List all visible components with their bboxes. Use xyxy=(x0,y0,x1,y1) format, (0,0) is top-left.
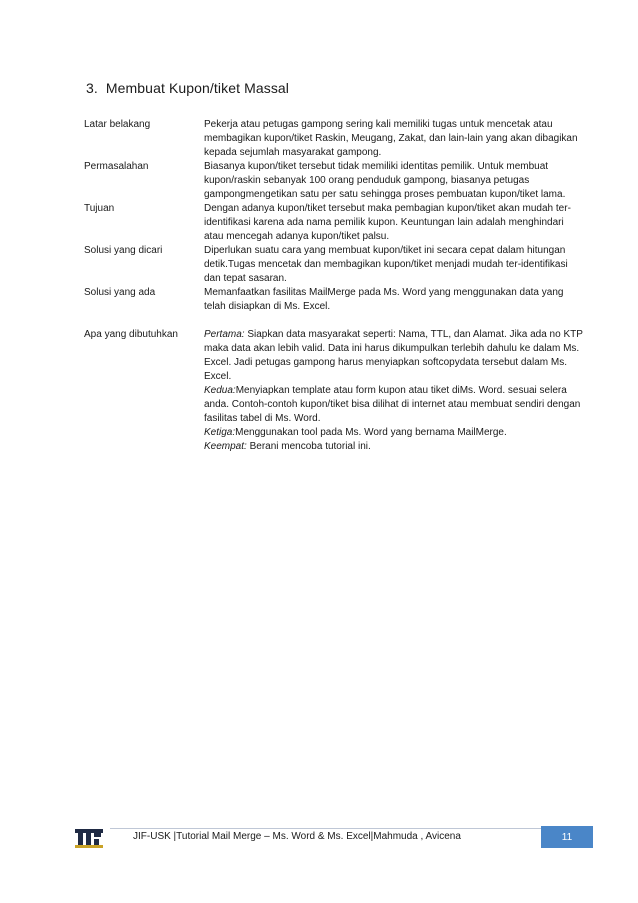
row-label: Latar belakang xyxy=(84,119,151,130)
table-row xyxy=(84,244,584,286)
needs-item xyxy=(204,440,584,454)
row-label: Tujuan xyxy=(84,203,115,214)
row-text: Diperlukan suatu cara yang membuat kupon/tiket ini secara cepat dalam hitungan detik.Tugas mencetak dan membagikan kupon/tiket menjadi mudah ter-identifikasi dan tepat sasaran. xyxy=(204,245,568,284)
table-row xyxy=(84,314,584,454)
footer-text: JIF-USK |Tutorial Mail Merge – Ms. Word & Ms. Excel|Mahmuda , Avicena xyxy=(133,831,461,842)
needs-item xyxy=(204,328,584,384)
needs-item xyxy=(204,384,584,426)
needs-item xyxy=(204,426,584,440)
table-row xyxy=(84,286,584,314)
needs-item-text: Siapkan data masyarakat seperti: Nama, TTL, dan Alamat. Jika ada no KTP maka data akan lebih valid. Data ini harus dikumpulkan terlebih dahulu ke dalam Ms. Excel. Jadi petugas gampong harus menyiapkan softcopydata tersebut dalam Ms. Excel. xyxy=(204,329,583,382)
section-number: 3. xyxy=(86,80,98,96)
needs-item-text: Menyiapkan template atau form kupon atau tiket diMs. Word. sesuai selera anda. Contoh-contoh kupon/tiket bisa dilihat di internet atau membuat sendiri dengan fasilitas tabel di Ms. Word. xyxy=(204,385,581,424)
table-row xyxy=(84,202,584,244)
section-heading xyxy=(86,80,289,96)
needs-item-text: Berani mencoba tutorial ini. xyxy=(246,441,371,452)
table-row xyxy=(84,118,584,160)
row-text: Pekerja atau petugas gampong sering kali memiliki tugas untuk mencetak atau membagikan kupon/tiket Raskin, Meugang, Zakat, dan lain-lain yang akan dibagikan kepada sejumlah masyarakat gampong. xyxy=(204,119,578,158)
needs-item-lead: Keempat: xyxy=(204,441,247,452)
row-text: Dengan adanya kupon/tiket tersebut maka pembagian kupon/tiket akan mudah ter-identifikasi karena ada nama pemilik kupon. Keuntungan lain adalah menghindari atau mencegah adanya kupon/tiket palsu. xyxy=(204,203,571,242)
page-number-badge xyxy=(541,826,593,848)
row-label: Solusi yang dicari xyxy=(84,245,163,256)
row-text: Memanfaatkan fasilitas MailMerge pada Ms. Word yang menggunakan data yang telah disiapkan di Ms. Excel. xyxy=(204,287,564,312)
needs-list xyxy=(204,314,584,454)
needs-item-text: Menggunakan tool pada Ms. Word yang bernama MailMerge. xyxy=(235,427,507,438)
row-label: Apa yang dibutuhkan xyxy=(84,329,178,340)
needs-item-lead: Pertama: xyxy=(204,329,245,340)
needs-item-lead: Kedua: xyxy=(204,385,236,396)
row-label: Solusi yang ada xyxy=(84,287,156,298)
needs-item-lead: Ketiga: xyxy=(204,427,236,438)
section-title: Membuat Kupon/tiket Massal xyxy=(105,80,290,96)
table-row xyxy=(84,160,584,202)
footer-divider xyxy=(110,828,546,829)
row-text: Biasanya kupon/tiket tersebut tidak memiliki identitas pemilik. Untuk membuat kupon/raskin sebanyak 100 orang penduduk gampong, biasanya petugas gampongmengetikan satu per satu sehingga proses pembuatan kupon/tiket lama. xyxy=(204,161,566,200)
jif-logo-icon xyxy=(74,826,104,850)
row-label: Permasalahan xyxy=(84,161,149,172)
page-number: 11 xyxy=(561,831,573,843)
info-table xyxy=(84,118,584,454)
